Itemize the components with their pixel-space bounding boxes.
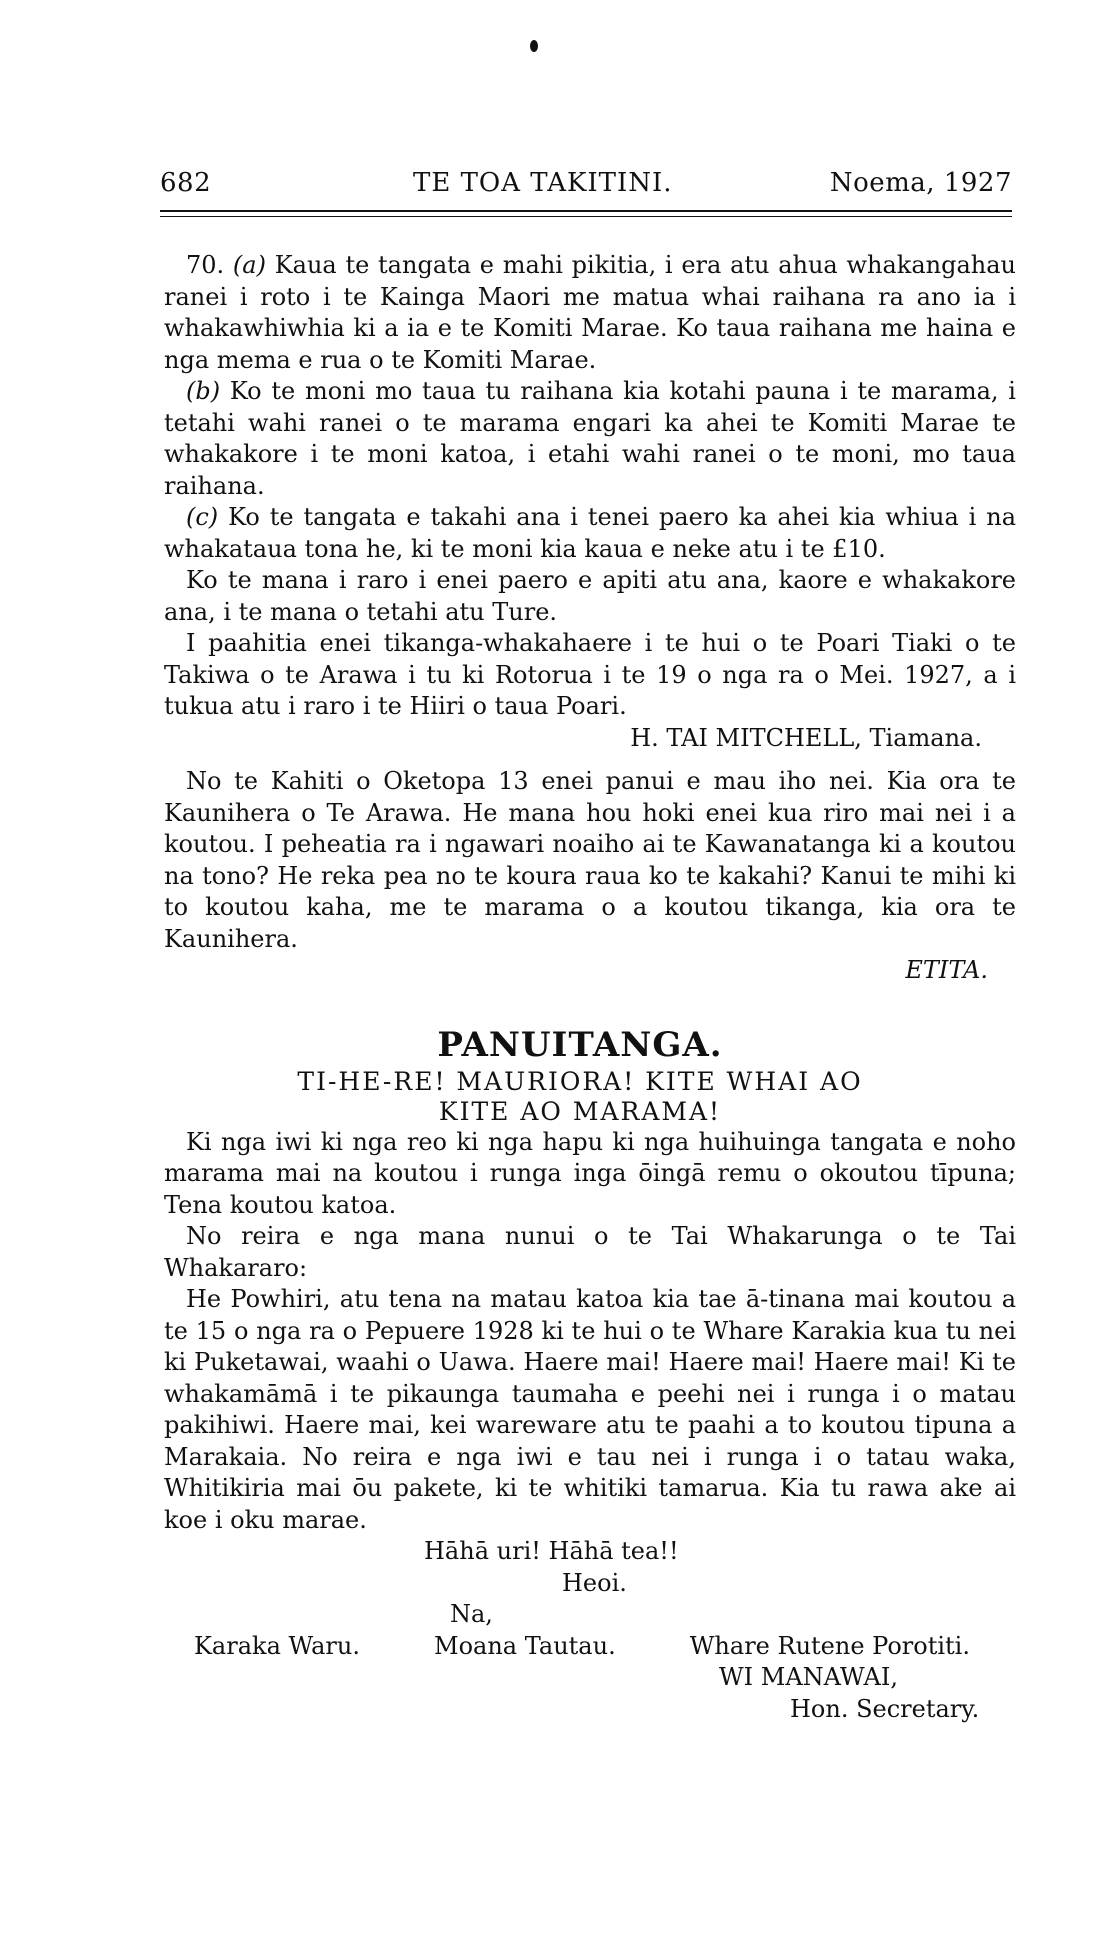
clause-text: Kaua te tangata e mahi pikitia, i era atu ahua whakangahau ranei i roto i te Kainga Maori me matua whai raihana ra ano ia i whakawhiwhia ki a ia e te Komiti Marae. Ko taua raihana me haina e nga mema e rua o te Komiti Marae. xyxy=(164,251,1016,374)
page-number: 682 xyxy=(160,168,212,198)
secretary-title: Hon. Secretary. xyxy=(790,1694,980,1723)
header-rule xyxy=(160,210,1012,212)
editorial-paragraph: No te Kahiti o Oketopa 13 enei panui e mau iho nei. Kia ora te Kaunihera o Te Arawa. He mana hou hoki enei kua riro mai nei i a koutou. I peheatia ra i ngawari noaiho ai te Kawanatanga ki a koutou na tono? He reka pea no te koura raua ko te kakahi? Kanui te mihi ki to koutou kaha, me te marama o a koutou tikanga, kia ora te Kaunihera. xyxy=(164,767,1016,953)
clause-70a xyxy=(164,250,1016,376)
header-rule-thin xyxy=(160,216,1012,217)
notice-paragraph-1: Ki nga iwi ki nga reo ki nga hapu ki nga huihuinga tangata e noho marama mai na koutou i runga inga ōingā remu o okoutou tīpuna; Tena koutou katoa. xyxy=(164,1127,1016,1219)
signatory-name: Karaka Waru. xyxy=(194,1631,360,1660)
clause-text: Ko te tangata e takahi ana i tenei paero ka ahei kia whiua i na whakataua tona he, ki te moni kia kaua e neke atu i te £10. xyxy=(164,503,1016,563)
notice-heading: PANUITANGA. xyxy=(437,1024,723,1065)
clause-letter: (b) xyxy=(186,377,221,405)
chairman-signature: H. TAI MITCHELL, Tiamana. xyxy=(630,723,982,752)
notice-subheading-line2: KITE AO MARAMA! xyxy=(438,1096,722,1126)
ink-speck xyxy=(530,40,538,52)
closing-line-2: Heoi. xyxy=(562,1568,627,1597)
notice-paragraph-3: He Powhiri, atu tena na matau katoa kia tae ā-tinana mai koutou a te 15 o nga ra o Pepuere 1928 ki te hui o te Whare Karakia kua tu nei ki Puketawai, waahi o Uawa. Haere mai! Haere mai! Haere mai! Ki te whakamāmā i te pikaunga taumaha e peehi nei i runga i o matau pakihiwi. Haere mai, kei wareware atu te paahi a to koutou tipuna a Marakaia. No reira e nga iwi e tau nei i runga i o tatau waka, Whitikiria mai ōu pakete, ki te whitiki tamarua. Kia tu rawa ake ai koe i oku marae. xyxy=(164,1285,1016,1534)
clause-70b xyxy=(164,376,1016,502)
closing-line-3: Na, xyxy=(450,1600,493,1628)
editor-signoff: ETITA. xyxy=(905,956,988,984)
closing-line-1: Hāhā uri! Hāhā tea!! xyxy=(424,1537,679,1565)
clause-number: 70. xyxy=(186,251,225,279)
clause-power: Ko te mana i raro i enei paero e apiti atu ana, kaore e whakakore ana, i te mana o tetahi atu Ture. xyxy=(164,566,1016,626)
clause-letter: (a) xyxy=(232,251,266,279)
signatory-name: Moana Tautau. xyxy=(434,1631,616,1660)
running-header xyxy=(160,168,1012,202)
notice-subheading-line1: TI-HE-RE! MAURIORA! KITE WHAI AO xyxy=(297,1066,863,1096)
notice-paragraph-2: No reira e nga mana nunui o te Tai Whakarunga o te Tai Whakararo: xyxy=(164,1222,1016,1282)
signatory-name: Whare Rutene Porotiti. xyxy=(689,1631,970,1660)
publication-title: TE TOA TAKITINI. xyxy=(413,168,673,198)
signatory-names xyxy=(164,1631,1016,1663)
clause-passed: I paahitia enei tikanga-whakahaere i te hui o te Poari Tiaki o te Takiwa o te Arawa i tu ki Rotorua i te 19 o nga ra o Mei. 1927, a i tukua atu i raro i te Hiiri o taua Poari. xyxy=(164,629,1016,720)
clause-70c xyxy=(164,502,1016,565)
clause-text: Ko te moni mo taua tu raihana kia kotahi pauna i te marama, i tetahi wahi ranei o te marama engari ka ahei te Komiti Marae te whakakore i te moni katoa, i etahi wahi ranei o te moni, mo taua raihana. xyxy=(164,377,1016,500)
notice-closing xyxy=(164,1536,1016,1725)
secretary-name: WI MANAWAI, xyxy=(719,1663,898,1691)
clause-letter: (c) xyxy=(186,503,219,531)
issue-date: Noema, 1927 xyxy=(829,168,1012,198)
page-body xyxy=(164,250,1016,1725)
